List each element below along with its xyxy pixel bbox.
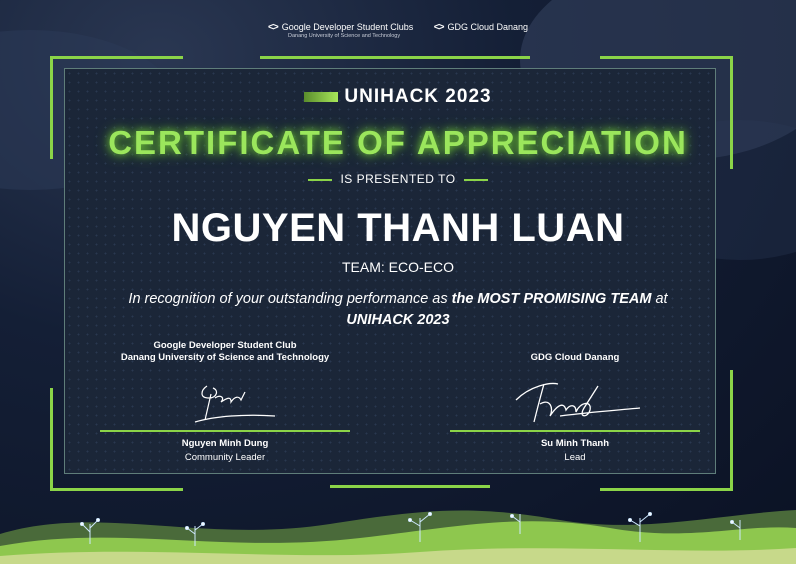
recognition-emphasis: the MOST PROMISING TEAM xyxy=(451,291,652,307)
signature-line xyxy=(100,430,350,432)
event-title xyxy=(0,86,796,108)
gdg-logo-icon: <> xyxy=(433,22,444,33)
gdsc-brand xyxy=(268,22,413,39)
divider xyxy=(308,179,332,181)
gdsc-name: Google Developer Student Clubs xyxy=(281,22,414,32)
recipient-name: NGUYEN THANH LUAN xyxy=(171,206,625,250)
signature-block-right xyxy=(450,352,700,463)
presented-to xyxy=(0,172,796,186)
decorative-ground xyxy=(0,484,796,564)
signature-block-left xyxy=(100,340,350,463)
signer-name: Nguyen Minh Dung xyxy=(181,438,269,449)
frame-edge xyxy=(260,56,530,59)
recognition-middle: at xyxy=(651,291,668,307)
signer-org-line1: Google Developer Student Club xyxy=(153,340,297,351)
team-name: TEAM: ECO-ECO xyxy=(341,259,454,275)
signature-icon xyxy=(500,364,650,430)
presented-to-label: IS PRESENTED TO xyxy=(340,172,456,186)
signer-role: Community Leader xyxy=(184,452,266,463)
signature-line xyxy=(450,430,700,432)
recognition-event: UNIHACK 2023 xyxy=(346,312,450,328)
gdg-brand xyxy=(434,22,528,33)
signer-role: Lead xyxy=(564,452,586,463)
gdg-name: GDG Cloud Danang xyxy=(447,22,528,32)
recognition-text xyxy=(40,289,756,331)
signer-org-line1: GDG Cloud Danang xyxy=(530,352,620,363)
event-name: UNIHACK 2023 xyxy=(344,86,492,107)
divider xyxy=(464,179,488,181)
gdsc-university: Danang University of Science and Technology xyxy=(288,33,401,39)
recognition-prefix: In recognition of your outstanding performance as xyxy=(128,291,452,307)
signature-icon xyxy=(165,364,285,430)
signer-name: Su Minh Thanh xyxy=(540,438,610,449)
gdsc-logo-icon: <> xyxy=(268,22,278,33)
sponsor-header xyxy=(0,22,796,40)
event-bar-icon xyxy=(304,92,338,102)
certificate-title: CERTIFICATE OF APPRECIATION xyxy=(108,124,688,161)
signer-org-line2: Danang University of Science and Technology xyxy=(120,352,330,363)
